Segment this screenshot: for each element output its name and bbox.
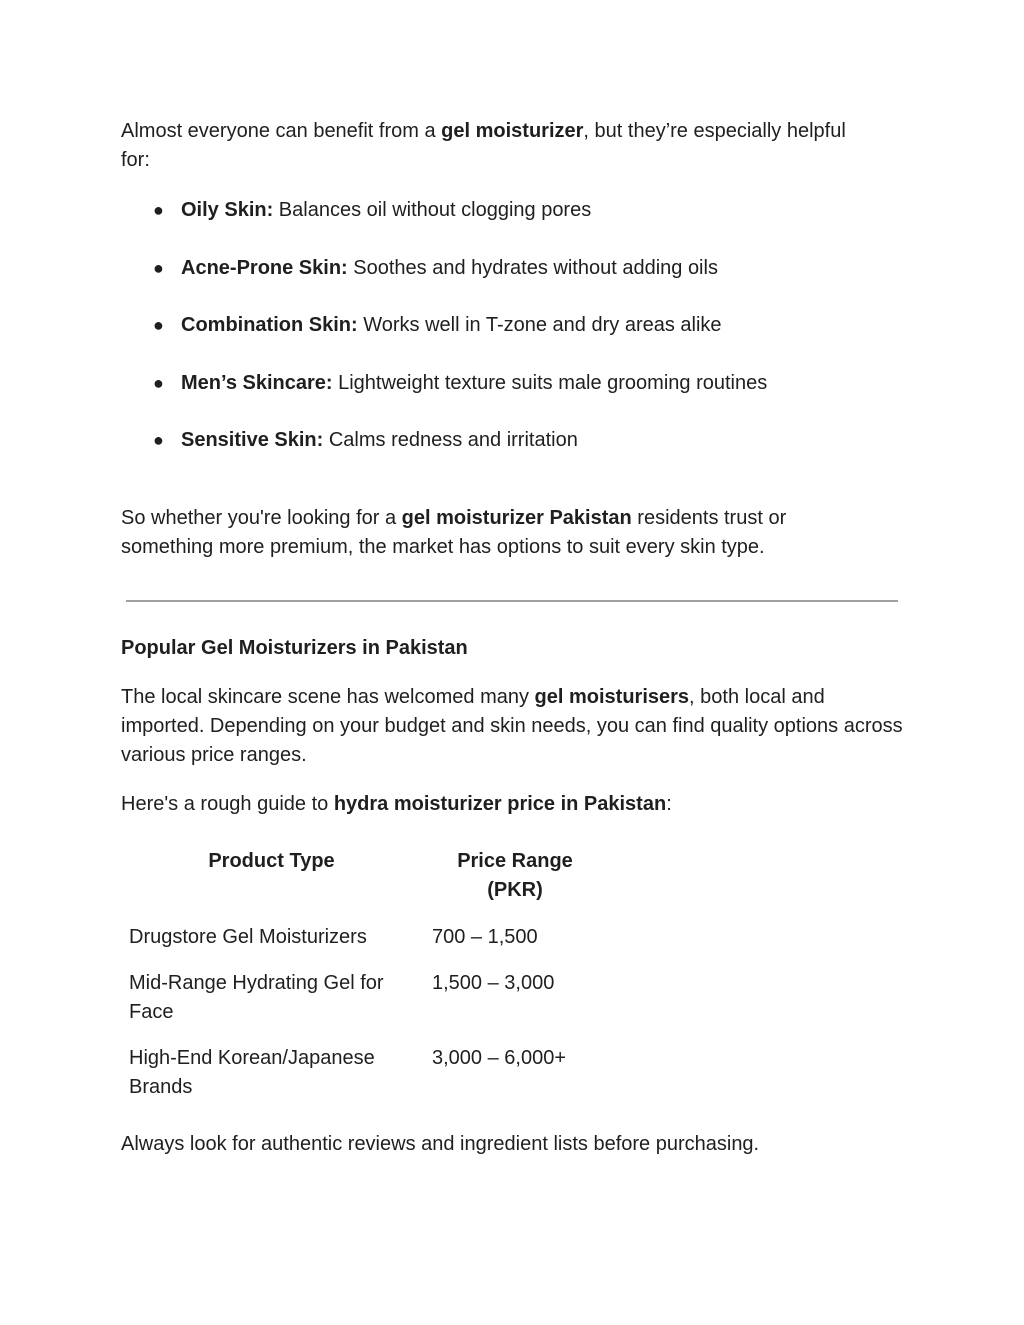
price-guide-intro [121, 790, 672, 819]
table-header-price-range: Price Range (PKR) [457, 850, 573, 901]
list-item [121, 369, 906, 398]
section-paragraph [121, 683, 906, 770]
table-cell-price: 700 – 1,500 [432, 926, 538, 948]
closing-text-pre: So whether you're looking for a [121, 507, 402, 529]
bullet-icon: ● [153, 430, 164, 450]
table-cell-price: 3,000 – 6,000+ [432, 1047, 567, 1069]
section-heading: Popular Gel Moisturizers in Pakistan [121, 637, 468, 659]
list-item [121, 196, 906, 225]
section-keyword: gel moisturisers [534, 686, 690, 708]
table-cell-product: Mid-Range Hydrating Gel for Face [129, 972, 384, 1023]
skin-type-list [121, 196, 906, 484]
list-item-text: Balances oil without clogging pores [273, 199, 592, 221]
list-item-label: Men’s Skincare: [181, 371, 333, 394]
list-item-text: Calms redness and irritation [323, 429, 578, 451]
price-guide-text-post: : [666, 793, 672, 815]
closing-paragraph [121, 504, 861, 562]
intro-paragraph [121, 117, 861, 175]
closing-keyword: gel moisturizer Pakistan [401, 507, 632, 529]
section-text-post: , both local and imported. Depending on your budget and skin needs, you can find quality options across various price ranges. [121, 686, 903, 766]
table-cell-product: Drugstore Gel Moisturizers [129, 926, 367, 948]
bullet-icon: ● [153, 200, 164, 220]
bullet-icon: ● [153, 315, 164, 335]
list-item [121, 426, 906, 455]
list-item-label: Sensitive Skin: [181, 429, 324, 451]
intro-text-post: , but they’re especially helpful for: [121, 120, 846, 171]
bullet-icon: ● [153, 257, 164, 278]
list-item [121, 311, 906, 340]
closing-text-post: residents trust or something more premium, the market has options to suit every skin type. [121, 507, 787, 558]
price-guide-text-pre: Here's a rough guide to [121, 793, 334, 815]
table-cell-price: 1,500 – 3,000 [432, 972, 555, 994]
list-item-label: Combination Skin: [181, 314, 358, 336]
price-guide-keyword: hydra moisturizer price in Pakistan [333, 793, 667, 815]
list-item-label: Oily Skin: [181, 199, 274, 221]
table-header-product-type: Product Type [208, 850, 335, 872]
intro-text-pre: Almost everyone can benefit from a [121, 120, 442, 142]
list-item-text: Works well in T-zone and dry areas alike [357, 314, 722, 336]
list-item [121, 254, 906, 283]
list-item-text: Lightweight texture suits male grooming routines [332, 371, 768, 394]
footer-note: Always look for authentic reviews and ingredient lists before purchasing. [121, 1133, 760, 1155]
section-text-pre: The local skincare scene has welcomed many [121, 686, 535, 708]
list-item-label: Acne-Prone Skin: [181, 256, 348, 279]
table-cell-product: High-End Korean/Japanese Brands [129, 1047, 375, 1098]
intro-keyword: gel moisturizer [441, 120, 584, 142]
bullet-icon: ● [153, 372, 164, 393]
horizontal-divider [126, 600, 898, 602]
list-item-text: Soothes and hydrates without adding oils [347, 256, 718, 279]
